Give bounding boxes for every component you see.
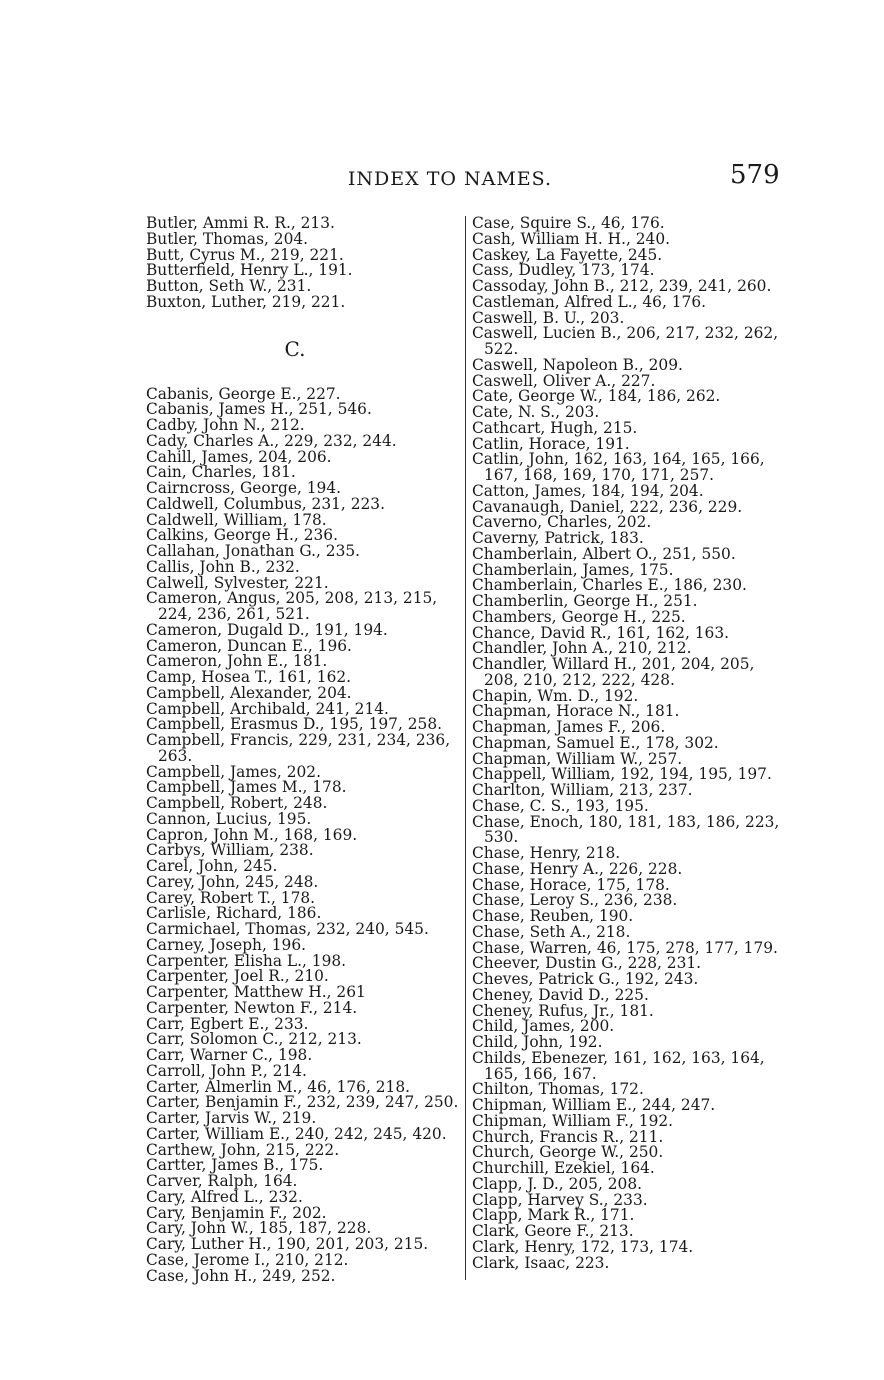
index-entry: Cary, John W., 185, 187, 228. bbox=[146, 1219, 372, 1238]
entries-after-section bbox=[146, 384, 464, 1285]
index-entry: Chase, Horace, 175, 178. bbox=[472, 875, 670, 894]
index-entry: Chapin, Wm. D., 192. bbox=[472, 686, 639, 705]
index-entry: Catton, James, 184, 194, 204. bbox=[472, 481, 704, 500]
index-entry: Carmichael, Thomas, 232, 240, 545. bbox=[146, 920, 429, 938]
index-entry: Cheney, David D., 225. bbox=[472, 985, 649, 1004]
index-entry: Carter, William E., 240, 242, 245, 420. bbox=[146, 1124, 447, 1143]
index-entry: Campbell, Francis, 229, 231, 234, 236, 263. bbox=[146, 731, 451, 765]
index-entry: Carlisle, Richard, 186. bbox=[146, 904, 322, 923]
index-entry: Chappell, William, 192, 194, 195, 197. bbox=[472, 765, 772, 784]
index-entry: Cathcart, Hugh, 215. bbox=[472, 418, 638, 437]
right-entries bbox=[472, 216, 790, 1271]
index-entry: Buxton, Luther, 219, 221. bbox=[146, 292, 346, 311]
index-entry: Charlton, William, 213, 237. bbox=[472, 781, 693, 799]
index-entry: Caverny, Patrick, 183. bbox=[472, 529, 644, 547]
index-entry: Chase, Enoch, 180, 181, 183, 186, 223, 530. bbox=[472, 812, 780, 847]
index-entry: Case, John H., 249, 252. bbox=[146, 1266, 336, 1285]
index-entry: Cheves, Patrick G., 192, 243. bbox=[472, 970, 699, 988]
column-divider bbox=[465, 216, 466, 1280]
index-entry: Chapman, Samuel E., 178, 302. bbox=[472, 733, 719, 752]
index-entry: Chamberlain, James, 175. bbox=[472, 560, 674, 579]
index-entry: Chapman, James F., 206. bbox=[472, 718, 666, 736]
index-entry: Chase, Warren, 46, 175, 278, 177, 179. bbox=[472, 938, 778, 957]
index-entry: Calkins, George H., 236. bbox=[146, 526, 338, 545]
index-entry: Carney, Joseph, 196. bbox=[146, 935, 307, 954]
index-entry: Carey, John, 245, 248. bbox=[146, 872, 319, 891]
index-entry: Clapp, J. D., 205, 208. bbox=[472, 1174, 643, 1193]
index-entry: Cate, N. S., 203. bbox=[472, 403, 600, 421]
index-entry: Campbell, Archibald, 241, 214. bbox=[146, 699, 389, 718]
index-entry: Chance, David R., 161, 162, 163. bbox=[472, 623, 730, 642]
index-entry: Catlin, Horace, 191. bbox=[472, 434, 630, 453]
index-entry: Carter, Jarvis W., 219. bbox=[146, 1109, 317, 1127]
index-entry: Cameron, Dugald D., 191, 194. bbox=[146, 620, 388, 639]
index-entry: Chamberlain, Albert O., 251, 550. bbox=[472, 544, 736, 563]
index-entry: Camp, Hosea T., 161, 162. bbox=[146, 668, 352, 686]
index-entry: Chipman, William F., 192. bbox=[472, 1111, 674, 1130]
index-entry: Campbell, Robert, 248. bbox=[146, 794, 328, 812]
index-entry: Carpenter, Newton F., 214. bbox=[146, 998, 358, 1017]
index-entry: Child, James, 200. bbox=[472, 1017, 615, 1036]
index-entry: Butterfield, Henry L., 191. bbox=[146, 261, 353, 280]
index-entry: Chase, Seth A., 218. bbox=[472, 922, 631, 941]
index-entry: Cadby, John N., 212. bbox=[146, 416, 305, 434]
index-entry: Carr, Egbert E., 233. bbox=[146, 1014, 309, 1033]
index-entry: Carr, Solomon C., 212, 213. bbox=[146, 1030, 362, 1049]
index-entry: Clapp, Harvey S., 233. bbox=[472, 1190, 648, 1209]
index-entry: Cary, Luther H., 190, 201, 203, 215. bbox=[146, 1235, 429, 1253]
entries-before-section bbox=[146, 216, 464, 311]
index-entry: Clark, Geore F., 213. bbox=[472, 1222, 634, 1240]
index-entry: Chamberlain, Charles E., 186, 230. bbox=[472, 576, 747, 595]
index-entry: Child, John, 192. bbox=[472, 1033, 603, 1051]
index-entry: Carter, Benjamin F., 232, 239, 247, 250. bbox=[146, 1093, 459, 1112]
index-entry: Carthew, John, 215, 222. bbox=[146, 1140, 340, 1159]
index-entry: Chambers, George H., 225. bbox=[472, 607, 686, 626]
running-header: INDEX TO NAMES. bbox=[347, 168, 553, 190]
index-entry: Clapp, Mark R., 171. bbox=[472, 1206, 635, 1225]
index-entry: Campbell, James M., 178. bbox=[146, 778, 347, 797]
index-entry: Campbell, Alexander, 204. bbox=[146, 683, 352, 702]
index-entry: Carter, Almerlin M., 46, 176, 218. bbox=[146, 1077, 411, 1096]
index-entry: Caswell, Oliver A., 227. bbox=[472, 371, 656, 390]
index-entry: Chapman, William W., 257. bbox=[472, 749, 683, 768]
section-letter-heading: C. bbox=[284, 336, 306, 361]
index-entry: Caldwell, Columbus, 231, 223. bbox=[146, 494, 385, 513]
index-entry: Butler, Thomas, 204. bbox=[146, 229, 309, 248]
index-entry: Chase, Reuben, 190. bbox=[472, 907, 634, 925]
index-entry: Catlin, John, 162, 163, 164, 165, 166, 167, 168, 169, 170, 171, 257. bbox=[472, 450, 765, 484]
index-entry: Chase, Henry, 218. bbox=[472, 844, 621, 862]
index-entry: Castleman, Alfred L., 46, 176. bbox=[472, 292, 707, 311]
index-entry: Caswell, Napoleon B., 209. bbox=[472, 355, 683, 374]
index-entry: Cheney, Rufus, Jr., 181. bbox=[472, 1001, 654, 1020]
index-entry: Chase, Henry A., 226, 228. bbox=[472, 859, 683, 878]
index-entry: Clark, Henry, 172, 173, 174. bbox=[472, 1237, 694, 1256]
index-entry: Caverno, Charles, 202. bbox=[472, 513, 652, 532]
left-index-column bbox=[146, 216, 464, 1284]
index-entry: Carroll, John P., 214. bbox=[146, 1061, 307, 1080]
index-entry: Button, Seth W., 231. bbox=[146, 277, 312, 295]
index-entry: Cabanis, George E., 227. bbox=[146, 384, 341, 403]
index-entry: Caswell, B. U., 203. bbox=[472, 308, 625, 327]
index-entry: Chandler, John A., 210, 212. bbox=[472, 639, 692, 658]
index-entry: Cairncross, George, 194. bbox=[146, 479, 342, 497]
index-entry: Carpenter, Matthew H., 261 bbox=[146, 983, 366, 1001]
index-entry: Butt, Cyrus M., 219, 221. bbox=[146, 245, 344, 264]
index-entry: Chamberlin, George H., 251. bbox=[472, 592, 698, 610]
index-entry: Calwell, Sylvester, 221. bbox=[146, 573, 329, 592]
index-entry: Cannon, Lucius, 195. bbox=[146, 809, 312, 828]
index-entry: Capron, John M., 168, 169. bbox=[146, 825, 358, 844]
index-entry: Cheever, Dustin G., 228, 231. bbox=[472, 954, 702, 973]
index-entry: Church, Francis R., 211. bbox=[472, 1127, 664, 1146]
index-entry: Carbys, William, 238. bbox=[146, 841, 314, 860]
index-entry: Chapman, Horace N., 181. bbox=[472, 702, 680, 721]
index-entry: Cate, George W., 184, 186, 262. bbox=[472, 387, 721, 406]
index-entry: Churchill, Ezekiel, 164. bbox=[472, 1159, 655, 1177]
index-entry: Carey, Robert T., 178. bbox=[146, 888, 316, 907]
index-entry: Carr, Warner C., 198. bbox=[146, 1046, 313, 1064]
index-entry: Cass, Dudley, 173, 174. bbox=[472, 261, 655, 280]
index-entry: Carpenter, Joel R., 210. bbox=[146, 967, 329, 986]
index-entry: Cameron, Angus, 205, 208, 213, 215, 224, 236, 261, 521. bbox=[146, 589, 438, 623]
index-entry: Cash, William H. H., 240. bbox=[472, 229, 671, 248]
index-entry: Cary, Benjamin F., 202. bbox=[146, 1203, 327, 1222]
index-entry: Callahan, Jonathan G., 235. bbox=[146, 542, 361, 560]
right-index-column bbox=[472, 216, 790, 1271]
index-entry: Cary, Alfred L., 232. bbox=[146, 1187, 303, 1206]
index-entry: Case, Squire S., 46, 176. bbox=[472, 214, 665, 232]
index-entry: Childs, Ebenezer, 161, 162, 163, 164, 165, 166, 167. bbox=[472, 1048, 765, 1083]
index-entry: Cady, Charles A., 229, 232, 244. bbox=[146, 431, 397, 450]
index-entry: Cabanis, James H., 251, 546. bbox=[146, 400, 372, 419]
index-entry: Caskey, La Fayette, 245. bbox=[472, 245, 663, 264]
index-entry: Chandler, Willard H., 201, 204, 205, 208, 210, 212, 222, 428. bbox=[472, 655, 755, 689]
index-entry: Clark, Isaac, 223. bbox=[472, 1253, 610, 1272]
index-entry: Cavanaugh, Daniel, 222, 236, 229. bbox=[472, 497, 743, 516]
index-entry: Cain, Charles, 181. bbox=[146, 463, 296, 482]
index-entry: Chase, Leroy S., 236, 238. bbox=[472, 891, 678, 910]
index-entry: Cameron, Duncan E., 196. bbox=[146, 636, 352, 655]
index-entry: Cartter, James B., 175. bbox=[146, 1156, 324, 1175]
index-entry: Chase, C. S., 193, 195. bbox=[472, 796, 649, 815]
index-entry: Cahill, James, 204, 206. bbox=[146, 447, 332, 466]
index-entry: Cameron, John E., 181. bbox=[146, 652, 328, 671]
index-entry: Case, Jerome I., 210, 212. bbox=[146, 1250, 349, 1269]
index-entry: Butler, Ammi R. R., 213. bbox=[146, 214, 335, 232]
page-number: 579 bbox=[730, 160, 780, 190]
index-entry: Caswell, Lucien B., 206, 217, 232, 262, 522. bbox=[472, 324, 779, 358]
index-entry: Church, George W., 250. bbox=[472, 1143, 664, 1162]
index-entry: Carver, Ralph, 164. bbox=[146, 1172, 298, 1190]
index-entry: Campbell, James, 202. bbox=[146, 762, 321, 781]
index-entry: Campbell, Erasmus D., 195, 197, 258. bbox=[146, 715, 443, 734]
index-entry: Cassoday, John B., 212, 239, 241, 260. bbox=[472, 277, 772, 295]
index-entry: Carel, John, 245. bbox=[146, 857, 278, 875]
index-entry: Chipman, William E., 244, 247. bbox=[472, 1096, 716, 1114]
index-entry: Caldwell, William, 178. bbox=[146, 510, 327, 529]
index-entry: Carpenter, Elisha L., 198. bbox=[146, 951, 347, 970]
index-entry: Chilton, Thomas, 172. bbox=[472, 1080, 644, 1099]
index-entry: Callis, John B., 232. bbox=[146, 557, 300, 576]
